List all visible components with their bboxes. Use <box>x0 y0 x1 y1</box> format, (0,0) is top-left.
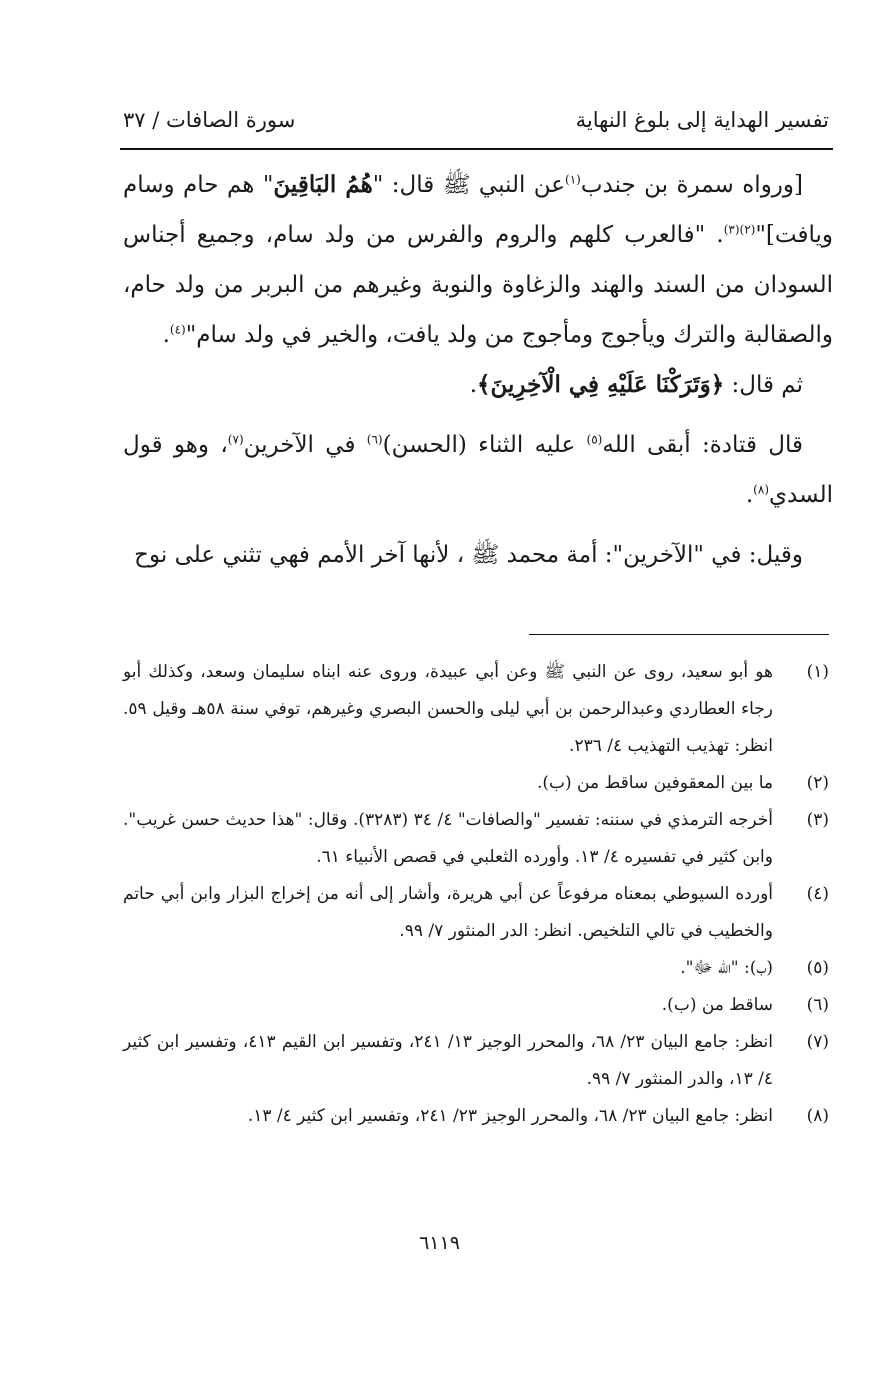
footnote-item <box>123 1024 829 1098</box>
footnote-text: انظر: جامع البيان ٢٣/ ٦٨، والمحرر الوجيز ٢٣/ ٢٤١، وتفسير ابن كثير ٤/ ١٣. <box>247 1106 773 1126</box>
paragraph-3: قال قتادة: أبقى الله$^{(٥)}$ عليه الثناء (الحسن)$^{(٦)}$ في الآخرين$^{(٧)}$، وهو قول السدي$^{(٨)}$. <box>123 432 833 508</box>
footnote-ref-1: (١) <box>565 172 581 187</box>
footnote-text: انظر: جامع البيان ٢٣/ ٦٨، والمحرر الوجيز ١٣/ ٢٤١، وتفسير ابن القيم ٤١٣، وتفسير ابن كثير ٤/ ١٣، والدر المنثور ٧/ ٩٩. <box>123 1032 773 1089</box>
surah-reference: سورة الصافات / ٣٧ <box>123 108 296 132</box>
footnote-item <box>123 950 829 987</box>
footnote-item <box>123 1098 829 1135</box>
footnote-item <box>123 876 829 950</box>
footnote-number: (٧) <box>806 1032 829 1052</box>
footnote-text: (ب): "الله ﷻ". <box>680 958 773 978</box>
footnote-number: (٢) <box>806 773 829 793</box>
footnote-ref-4: (٤) <box>169 322 186 337</box>
paragraph-2: ثم قال: ﴿وَتَرَكْنَا عَلَيْهِ فِي الْآخِرِينَ﴾. <box>469 371 803 398</box>
footnote-divider <box>529 634 829 635</box>
footnote-text: ما بين المعقوفين ساقط من (ب). <box>536 773 773 793</box>
footnote-ref-2-3: (٢)(٣) <box>723 222 756 237</box>
footnote-text: هو أبو سعيد، روى عن النبي ﷺ وعن أبي عبيدة، وروى عنه ابناه سليمان وسعد، وكذلك أبو رجاء العطاردي وعبدالرحمن بن أبي ليلى والحسن البصري وغيرهم، توفي سنة ٥٨هـ وقيل ٥٩. انظر: تهذيب التهذيب ٤/ ٢٣٦. <box>123 662 773 756</box>
footnote-item <box>123 654 829 765</box>
book-title: تفسير الهداية إلى بلوغ النهاية <box>575 108 829 132</box>
footnote-text: أخرجه الترمذي في سننه: تفسير "والصافات" ٤/ ٣٤ (٣٢٨٣). وقال: "هذا حديث حسن غريب". وابن كثير في تفسيره ٤/ ١٣. وأورده الثعلبي في قصص الأنبياء ٦١. <box>123 810 773 867</box>
paragraph-1: [ورواه سمرة بن جندب$^{(١)}$عن النبي ﷺ قال: "هُمُ البَاقِينَ" هم حام وسام ويافت]"$^{(٢)(٣)}$. "فالعرب كلهم والروم والفرس من ولد سام، وجميع أجناس السودان من السند والهند والزغاوة والنوبة وغيرهم من البربر من ولد حام، والصقالبة والترك ويأجوج ومأجوج من ولد يافت، والخير في ولد سام"$^{(٤)}$. <box>123 171 833 348</box>
footnote-text: ساقط من (ب). <box>661 995 773 1015</box>
footnote-item <box>123 987 829 1024</box>
footnote-text: أورده السيوطي بمعناه مرفوعاً عن أبي هريرة، وأشار إلى أنه من إخراج البزار وابن أبي حاتم والخطيب في تالي التلخيص. انظر: الدر المنثور ٧/ ٩٩. <box>123 884 773 941</box>
footnote-number: (٣) <box>806 810 829 830</box>
running-header <box>123 100 829 140</box>
footnote-number: (٥) <box>806 958 829 978</box>
footnotes <box>123 654 829 1135</box>
header-divider <box>120 148 833 150</box>
footnote-ref-7: (٧) <box>227 432 244 447</box>
page-number: ٦١١٩ <box>419 1232 460 1254</box>
footnote-ref-5: (٥) <box>586 432 603 447</box>
footnote-number: (٨) <box>806 1106 829 1126</box>
footnote-item <box>123 802 829 876</box>
footnote-number: (٦) <box>806 995 829 1015</box>
footnote-ref-8: (٨) <box>753 482 769 497</box>
main-text <box>123 160 833 580</box>
footnote-number: (٤) <box>806 884 829 904</box>
quran-verse: ﴿وَتَرَكْنَا عَلَيْهِ فِي الْآخِرِينَ﴾ <box>477 371 725 398</box>
footnote-item <box>123 765 829 802</box>
footnote-number: (١) <box>806 662 829 682</box>
hadith-quote: هُمُ البَاقِينَ <box>273 171 373 198</box>
footnote-ref-6: (٦) <box>366 432 383 447</box>
paragraph-4: وقيل: في "الآخرين": أمة محمد ﷺ ، لأنها آخر الأمم فهي تثني على نوح <box>134 542 803 568</box>
